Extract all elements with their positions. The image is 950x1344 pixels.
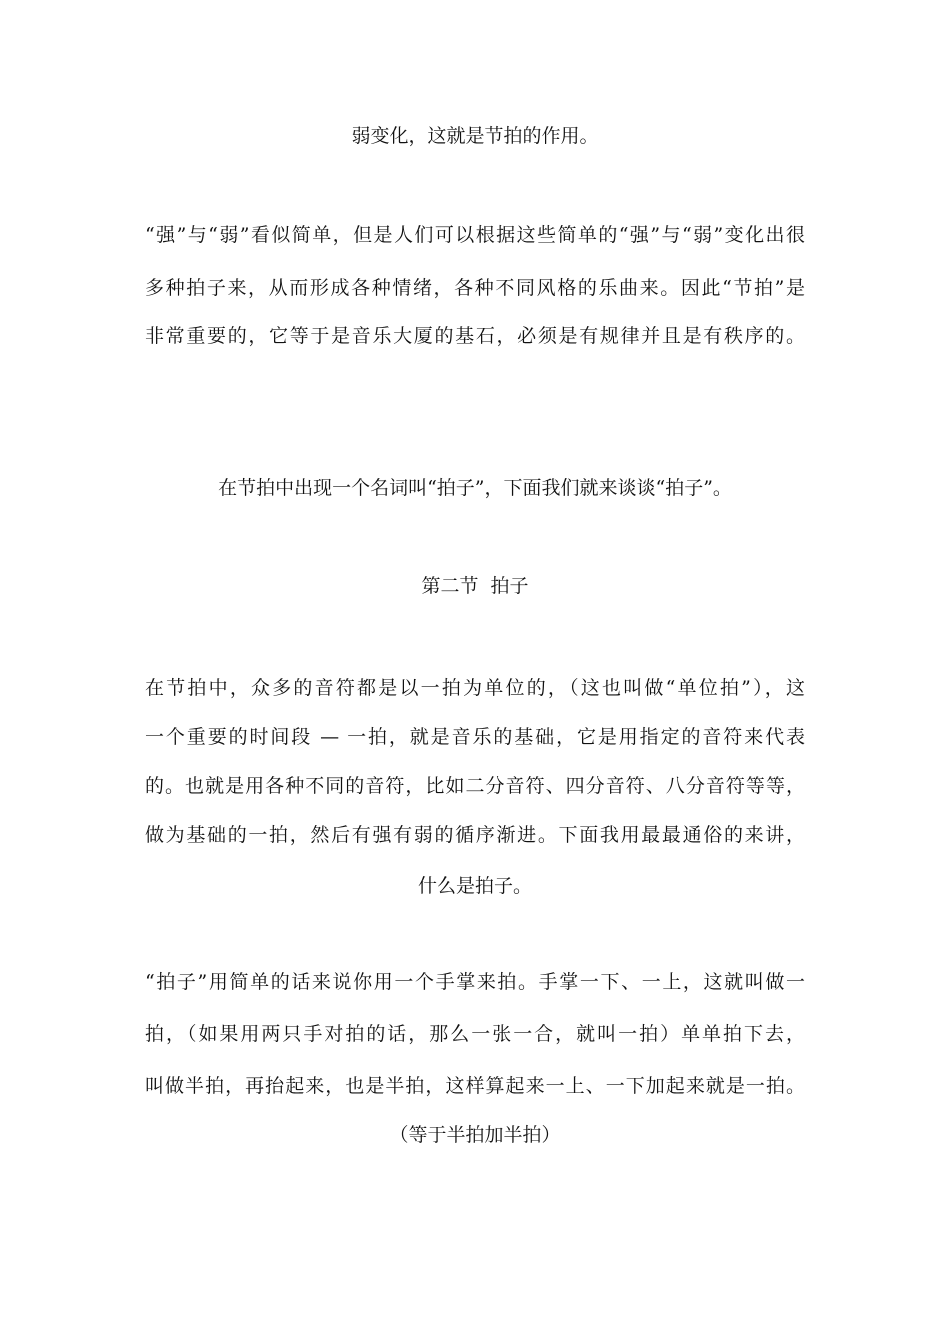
paragraph-line: 多种拍子来，从而形成各种情绪，各种不同风格的乐曲来。因此“节拍”是 [145, 277, 805, 299]
paragraph-line: 一个重要的时间段 — 一拍，就是音乐的基础，它是用指定的音符来代表 [145, 726, 805, 748]
paragraph-last-line: 什么是拍子。 [417, 875, 532, 897]
paragraph-line: 做为基础的一拍，然后有强有弱的循序渐进。下面我用最最通俗的来讲， [145, 824, 805, 846]
paragraph-last-line: （等于半拍加半拍） [389, 1124, 561, 1146]
continuation-line: 弱变化，这就是节拍的作用。 [351, 125, 599, 147]
section-heading: 第二节 拍子 [421, 575, 529, 597]
paragraph-line: 在节拍中，众多的音符都是以一拍为单位的，（这也叫做“单位拍”），这 [145, 677, 805, 699]
paragraph-line: 的。也就是用各种不同的音符，比如二分音符、四分音符、八分音符等等， [145, 775, 805, 797]
intro-line: 在节拍中出现一个名词叫“拍子”，下面我们就来谈谈“拍子”。 [218, 477, 732, 499]
paragraph-line: “拍子”用简单的话来说你用一个手掌来拍。手掌一下、一上，这就叫做一 [145, 971, 805, 993]
paragraph-line: “强”与“弱”看似简单，但是人们可以根据这些简单的“强”与“弱”变化出很 [145, 224, 805, 246]
paragraph-line: 叫做半拍，再抬起来，也是半拍，这样算起来一上、一下加起来就是一拍。 [145, 1075, 805, 1097]
paragraph-line: 非常重要的，它等于是音乐大厦的基石，必须是有规律并且是有秩序的。 [145, 325, 805, 347]
paragraph-line: 拍，（如果用两只手对拍的话，那么一张一合，就叫一拍）单单拍下去， [145, 1023, 805, 1045]
